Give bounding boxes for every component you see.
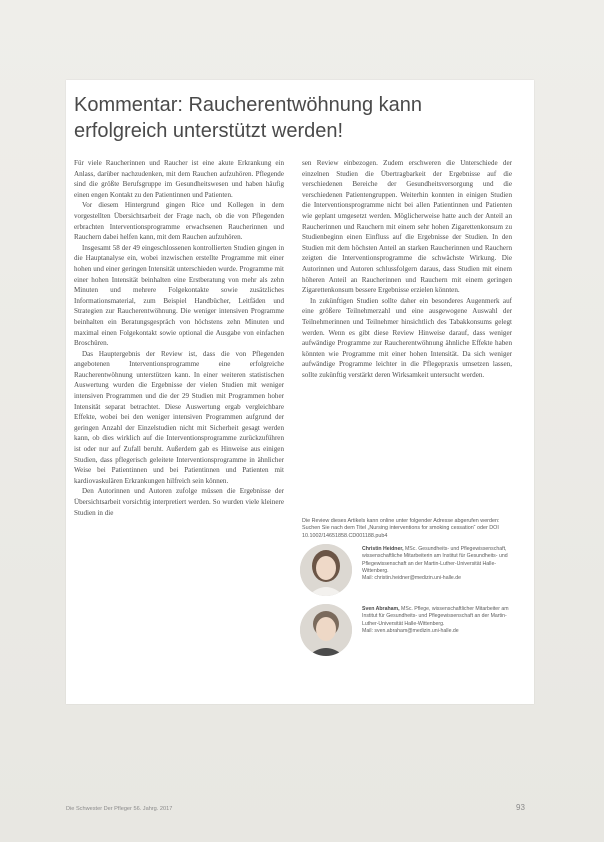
- paragraph: Für viele Raucherinnen und Raucher ist eine akute Erkrankung ein Anlass, darüber nachzudenken, mit dem Rauchen aufzuhören. Pflegende sind die größte Berufsgruppe im Gesundheitswesen und haben häufig einen engen Kontakt zu den Patientinnen und Patienten.: [74, 159, 284, 199]
- author-email[interactable]: Mail: sven.abraham@medizin.uni-halle.de: [362, 627, 459, 634]
- author-block: [300, 604, 516, 664]
- author-portrait-icon: [300, 604, 352, 656]
- author-description: MSc. Pflege, wissenschaftlicher Mitarbeiter am Institut für Gesundheits- und Pflegewissenschaft an der Martin-Luther-Universität Halle-Wittenberg.: [362, 606, 509, 627]
- article-column-right: [302, 158, 512, 380]
- author-bio: [362, 546, 514, 582]
- article-column-left: [74, 158, 284, 518]
- paragraph: In zukünftigen Studien sollte daher ein besonderes Augenmerk auf eine größere Teilnehmerzahl und eine ausgewogene Auswahl der Teilnehmerinnen und Teilnehmer hinsichtlich des Tabakkonsums gelegt werden. Wenn es gibt diese Review Hinweise darauf, dass weniger aufwändige Programme zur Raucherentwöhnung ähnliche Effekte haben könnten wie Programme mit einer hohen Intensität. Da sich weniger aufwändige Programme leichter in die Pflegepraxis umsetzen lassen, sollte zukünftig verstärkt deren Wirksamkeit untersucht werden.: [302, 296, 512, 379]
- author-description: MSc. Gesundheits- und Pflegewissenschaft, wissenschaftliche Mitarbeiterin am Institut für Gesundheits- und Pflegewissenschaft an der Martin-Luther-Universität Halle-Wittenberg.: [362, 546, 508, 574]
- author-email[interactable]: Mail: christin.heidner@medizin.uni-halle.de: [362, 575, 461, 582]
- review-source-note: Die Review dieses Artikels kann online unter folgender Adresse abgerufen werden: Suchen Sie nach dem Titel „Nursing interventions for smoking cessation“ oder DOI 10.1002/14651858.CD001188.pub4: [302, 518, 500, 539]
- author-photo: [300, 604, 352, 656]
- article-title-line-2: erfolgreich unterstützt werden!: [74, 120, 344, 142]
- author-portrait-icon: [300, 544, 352, 596]
- author-block: [300, 544, 516, 604]
- article-title: [74, 92, 494, 144]
- paragraph: sen Review einbezogen. Zudem erschweren die Unterschiede der einzelnen Studien die Übertragbarkeit der Ergebnisse auf die verschiedenen Bereiche der Gesundheitsversorgung und die verschiedenen Patientengruppen. Weiterhin konnten in einigen Studien die Interventionsprogramme nicht bei allen Patientinnen und Patienten wie geplant umgesetzt werden. Möglicherweise hatte auch der Anteil an Raucherinnen und Rauchern mit einem sehr hohen Zigarettenkonsum zu Studienbeginn einen Einfluss auf die Ergebnisse der Studien. In den Studien mit dem höchsten Anteil an starken Raucherinnen und Rauchern zeigten die Interventionsprogramme die schwächste Wirkung. Die Autorinnen und Autoren schlussfolgern daraus, dass Studien mit einem höheren Anteil an Raucherinnen und Rauchern mit einem geringen Zigarettenkonsum bessere Ergebnisse erzielen könnten.: [302, 159, 512, 295]
- paragraph: Vor diesem Hintergrund gingen Rice und Kollegen in dem vorgestellten Übersichtsarbeit der Frage nach, ob die von Pflegenden erbrachten Interventionsprogramme erwachsenen Raucherinnen und Rauchern dabei helfen kann, mit dem Rauchen aufzuhören.: [74, 201, 284, 242]
- journal-footer: Die Schwester Der Pfleger 56. Jahrg. 2017: [66, 806, 173, 812]
- paragraph: Den Autorinnen und Autoren zufolge müssen die Ergebnisse der Übersichtsarbeit vorsichtig interpretiert werden. So wurden viele kleinere Studien in die: [74, 487, 284, 517]
- paragraph: Insgesamt 58 der 49 eingeschlossenen kontrollierten Studien gingen in die Hauptanalyse ein, wobei inzwischen erstellte Programme mit einer hohen und einer geringen Intensität unterschieden wurde. Programme mit einer hohen Intensität beinhalten eine Erstberatung von mehr als zehn Minuten und mehrere Folgekontakte sowie zusätzliches Informationsmaterial, zum Beispiel Handbücher, Leitfäden und Strategien zur Raucherentwöhnung. Die weniger intensiven Programme beinhalten ein Beratungsgespräch von höchstens zehn Minuten und maximal einen Folgekontakt sowie optional die Ausgabe von einfachen Broschüren.: [74, 243, 284, 348]
- paragraph: Das Hauptergebnis der Review ist, dass die von Pflegenden angebotenen Interventionsprogramme eine erfolgreiche Raucherentwöhnung unterstützen kann. In einer weiteren statistischen Auswertung wurden die Ergebnisse der vielen Studien mit weniger intensiven Programmen und die der 29 Studien mit Programmen hoher Intensität separat betrachtet. Diese Auswertung ergab vergleichbare Effekte, wobei bei den weniger intensiven Programmen aufgrund der geringen Anzahl der Einzelstudien nicht mit Sicherheit gesagt werden kann, ob dies wirklich auf die Interventionsprogramme zurückzuführen ist oder nur auf Zufall beruht. Außerdem gab es Hinweise aus einigen Studien, dass pflegerisch geleitete Interventionsprogramme in ähnlicher Weise bei Patientinnen und bei Patientinnen und Patienten mit kardiovaskulären Erkrankungen hilfreich sein können.: [74, 349, 284, 485]
- author-photo: [300, 544, 352, 596]
- page-number: 93: [516, 803, 525, 812]
- author-bio: [362, 606, 514, 635]
- article-title-line-1: Kommentar: Raucherentwöhnung kann: [74, 94, 422, 116]
- author-name: Sven Abraham,: [362, 606, 400, 612]
- author-name: Christin Heidner,: [362, 546, 404, 552]
